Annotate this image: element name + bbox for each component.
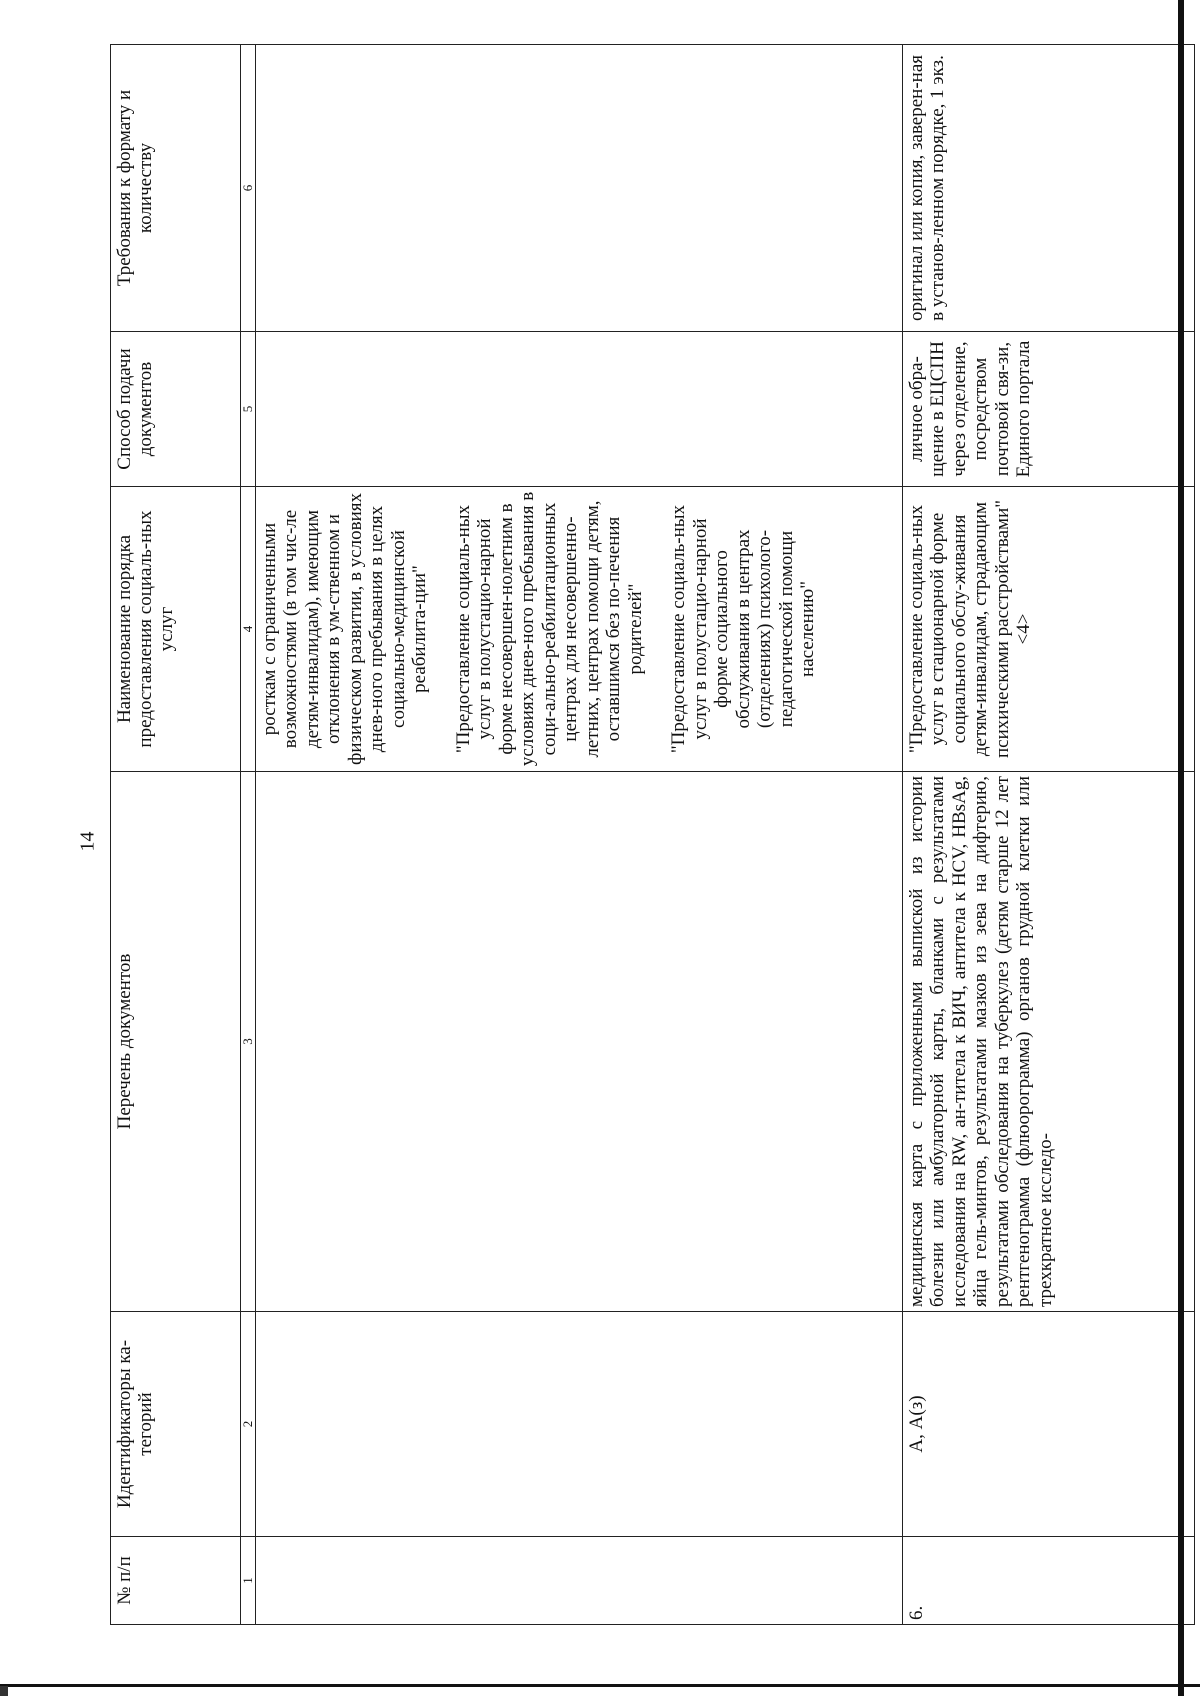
procedure-item: росткам с ограниченными возможностями (в том чис-ле детям-инвалидам), имеющим отклонения в ум-ственном и физическом развитии, в условиях днев-ного пребывания в целях социально-медицинской реабилита-ции" — [258, 493, 431, 765]
category-identifiers: А, А(з) — [902, 1312, 1194, 1537]
column-number: 1 — [240, 1537, 255, 1625]
table-row-continued — [255, 45, 902, 1625]
column-number: 6 — [240, 45, 255, 332]
header-docs: Перечень документов — [111, 772, 241, 1312]
procedure-list-cell — [255, 487, 902, 772]
format-requirements: оригинал или копия, заверен-ная в установ-ленном порядке, 1 экз. — [902, 45, 1194, 332]
scan-edge-right — [1178, 0, 1184, 1696]
procedure-item: "Предоставление социаль-ных услуг в полустацио-нарной форме несовершен-нолетним в условиях днев-ного пребывания в соци-ально-реабилитационных центрах для несовершенно-летних, центрах помощи детям, оставшимся без по-печения родителей" — [452, 491, 646, 767]
column-number: 5 — [240, 332, 255, 487]
header-row — [111, 45, 241, 1625]
procedure-name: "Предоставление социаль-ных услуг в стационарной форме социального обслу-живания детям-инвалидам, страдающим психическими расстройствами" <4> — [902, 487, 1194, 772]
procedure-item: "Предоставление социаль-ных услуг в полустацио-нарной форме социального обслуживания в центрах (отделениях) психолого-педагогической помощи населению" — [668, 504, 819, 754]
column-number: 2 — [240, 1312, 255, 1537]
row-number: 6. — [902, 1537, 1194, 1625]
header-format: Требования к формату и количеству — [111, 45, 241, 332]
scan-edge-bottom — [0, 1684, 1200, 1687]
header-num: № п/п — [111, 1537, 241, 1625]
page-number: 14 — [76, 831, 99, 852]
column-number: 3 — [240, 772, 255, 1312]
scan-mark — [0, 1686, 8, 1696]
documents-table — [110, 44, 1195, 1625]
document-table-rotated — [110, 45, 1195, 1625]
header-ident: Идентификаторы ка-тегорий — [111, 1312, 241, 1537]
header-method: Способ подачи документов — [111, 332, 241, 487]
column-number-row — [240, 45, 255, 1625]
table-row-6 — [902, 45, 1194, 1625]
column-number: 4 — [240, 487, 255, 772]
documents-list: медицинская карта с приложенными выпиской из истории болезни или амбулаторной карты, бланками с результатами исследования на RW, ан-титела к ВИЧ, антитела к HCV, HBsAg, яйца гель-минтов, результатами мазков из зева на дифтерию, результатами обследования на туберкулез (детям старше 12 лет рентгенограмма (флюорограмма) органов грудной клетки или трехкратное исследо- — [902, 772, 1194, 1312]
submission-method: личное обра-щение в ЕЦСПН через отделение, посредством почтовой свя-зи, Единого портала — [902, 332, 1194, 487]
header-procedure: Наименование порядка предоставления социаль-ных услуг — [111, 487, 241, 772]
